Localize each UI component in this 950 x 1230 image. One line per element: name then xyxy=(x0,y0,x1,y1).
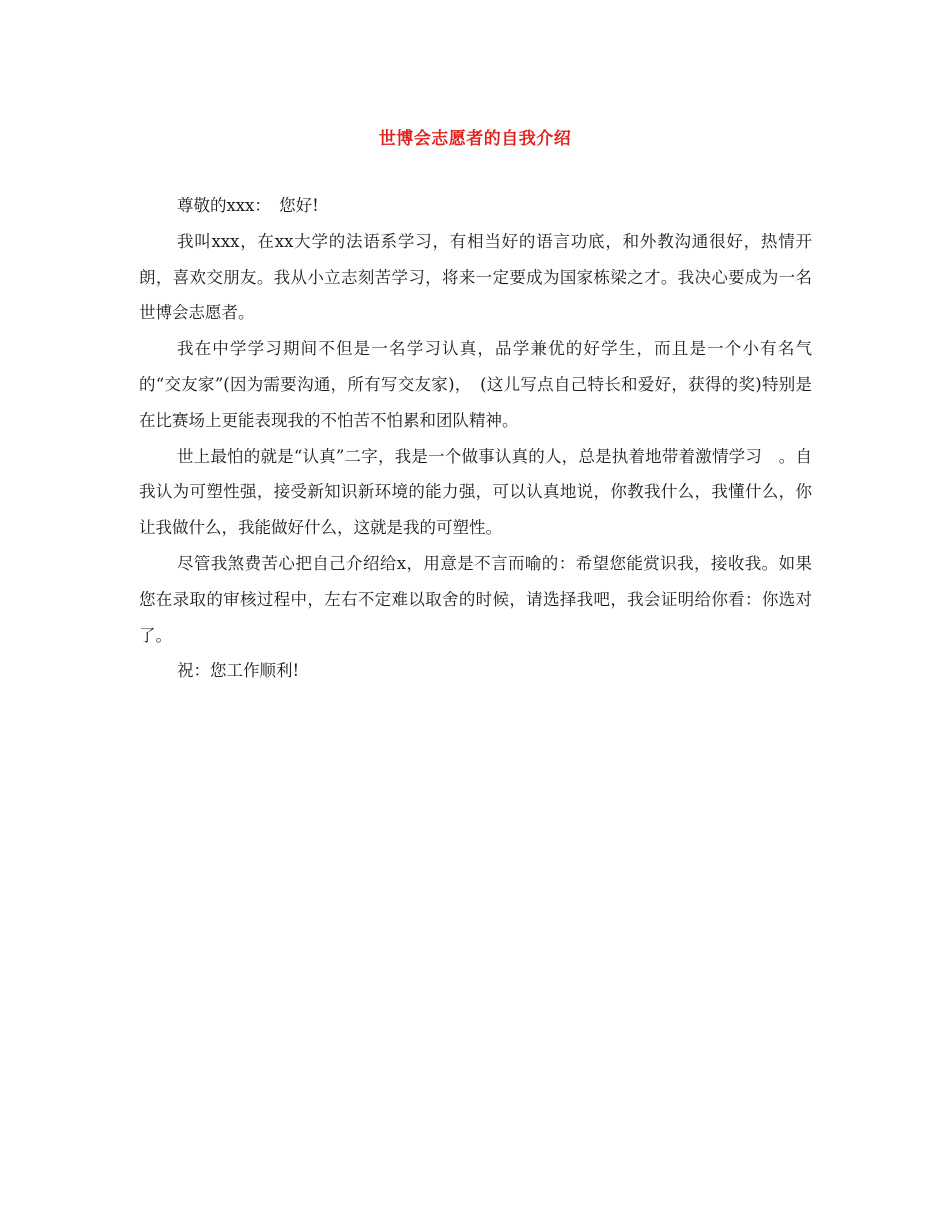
body-paragraph-attitude: 世上最怕的就是“认真”二字，我是一个做事认真的人，总是执着地带着激情学习 。自我认为可塑性强，接受新知识新环境的能力强，可以认真地说，你教我什么，我懂什么，你让我做什么，我能做好什么，这就是我的可塑性。 xyxy=(139,446,812,538)
greeting-paragraph: 尊敬的xxx： 您好! xyxy=(176,196,319,215)
body-paragraph-closing: 尽管我煞费苦心把自己介绍给x，用意是不言而喻的：希望您能赏识我，接收我。如果您在录取的审核过程中，左右不定难以取舍的时候，请选择我吧，我会证明给你看：你选对了。 xyxy=(139,553,812,645)
body-paragraph-intro: 我叫xxx，在xx大学的法语系学习，有相当好的语言功底，和外教沟通很好，热情开朗，喜欢交朋友。我从小立志刻苦学习，将来一定要成为国家栋梁之才。我决心要成为一名世博会志愿者。 xyxy=(139,231,812,323)
document-title: 世博会志愿者的自我介绍 xyxy=(378,129,572,149)
body-paragraph-school: 我在中学学习期间不但是一名学习认真，品学兼优的好学生，而且是一个小有名气的“交友家”(因为需要沟通，所有写交友家)， (这儿写点自己特长和爱好，获得的奖)特别是在比赛场上更能表现我的不怕苦不怕累和团队精神。 xyxy=(139,339,812,430)
document-body xyxy=(139,188,812,689)
sign-off-paragraph: 祝：您工作顺利! xyxy=(176,661,300,681)
